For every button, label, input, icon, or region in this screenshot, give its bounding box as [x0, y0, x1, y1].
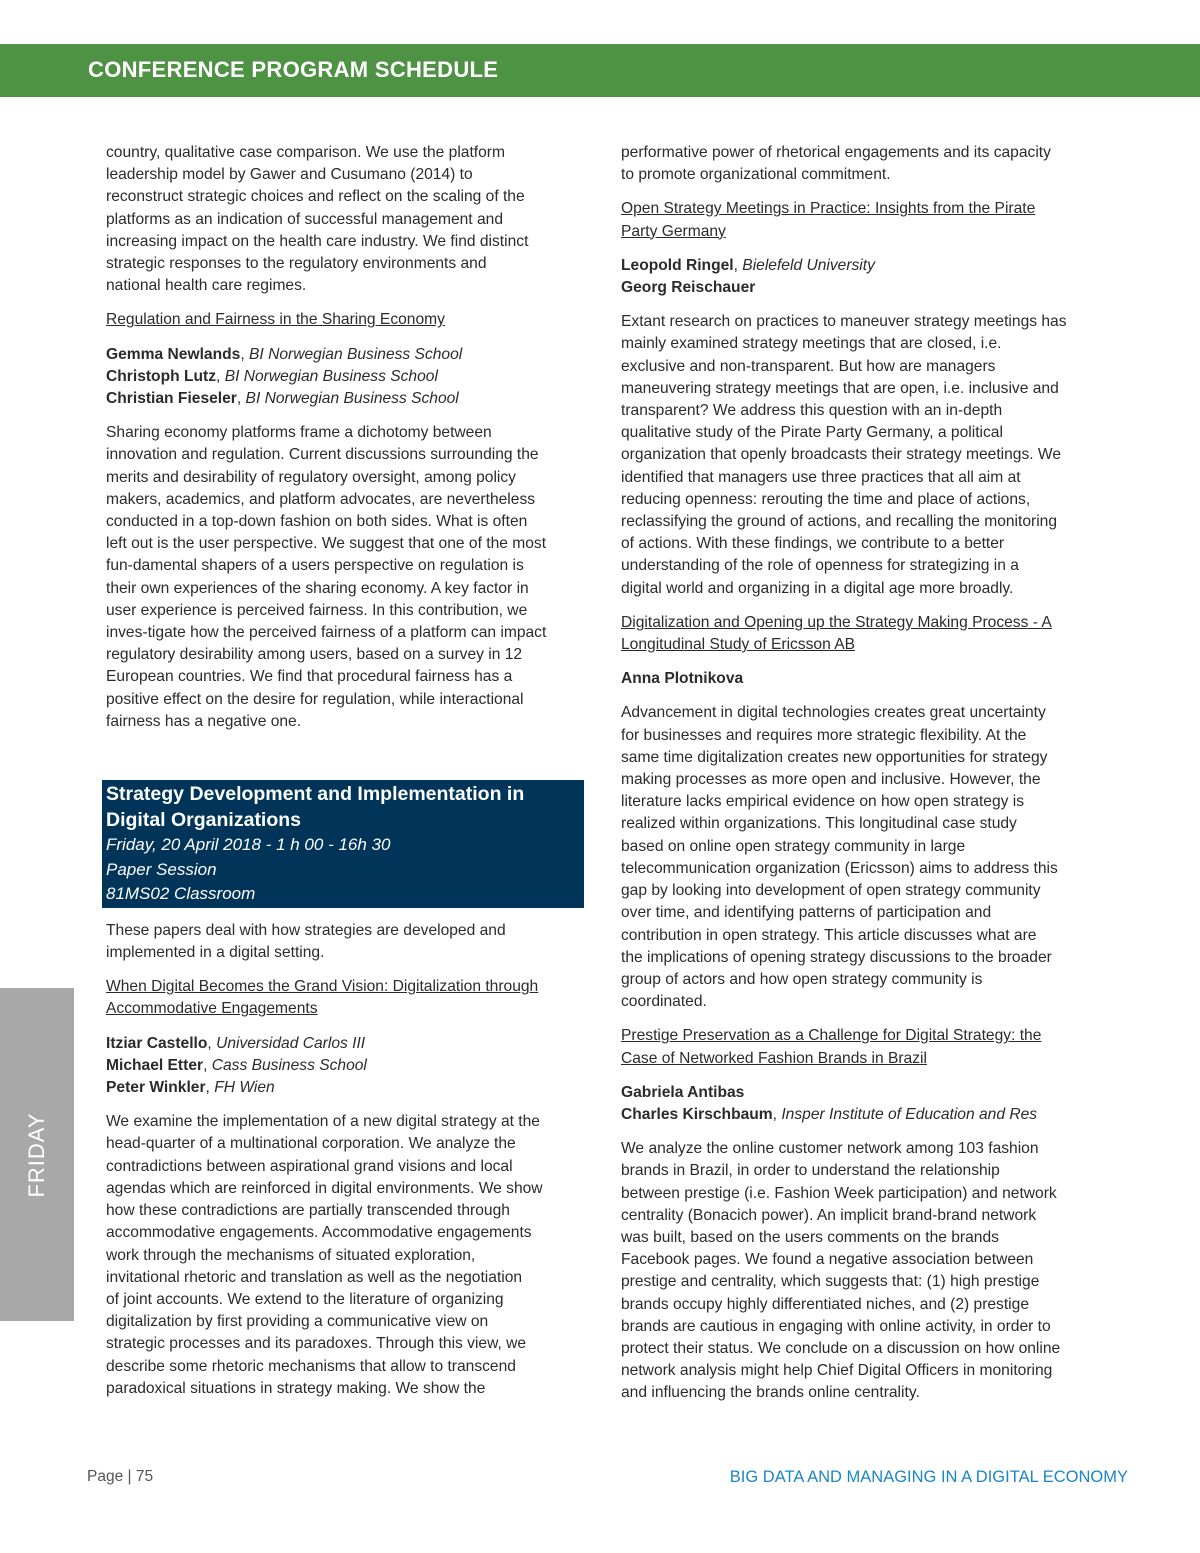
day-label: FRIDAY — [24, 1111, 49, 1198]
author-name: Gabriela Antibas — [621, 1083, 745, 1101]
author-name: Michael Etter — [106, 1056, 204, 1074]
author-name: Leopold Ringel — [621, 256, 734, 274]
paper-abstract: We examine the implementation of a new digital strategy at the head-quarter of a multinational corporation. We analyze the contradictions between aspirational grand visions and local agendas which are reinforced in digital environments. We show how these contradictions are partially transcended through accommodative engagements. Accommodative engagements work through the mechanisms of situated exploration, invitational rhetoric and translation as well as the negotiation of joint accounts. We extend to the literature of organizing digitalization by first providing a communicative view on strategic processes and its paradoxes. Through this view, we describe some rhetoric mechanisms that allow to transcend paradoxical situations in strategy making. We show the — [106, 1113, 543, 1397]
author-list — [621, 255, 1101, 299]
author-affiliation: Cass Business School — [211, 1056, 367, 1074]
paper-abstract: Advancement in digital technologies creates great uncertainty for businesses and requires more strategic flexibility. At the same time digitalization creates new opportunities for strategy making processes as more open and inclusive. However, the literature lacks empirical evidence on how open strategy is realized within organizations. This longitudinal case study based on online open strategy community in large telecommunication organization (Ericsson) aims to address this gap by looking into development of open strategy community over time, and identifying patterns of participation and contribution in open strategy. This article discusses what are the implications of opening strategy discussions to the broader group of actors and how open strategy community is coordinated. — [621, 704, 1058, 1011]
author-name: Christian Fieseler — [106, 390, 237, 408]
paper-abstract: Sharing economy platforms frame a dichotomy between innovation and regulation. Current discussions surrounding the merits and desirability of regulatory oversight, among policy makers, academics, and platform advocates, are nevertheless conducted in a top-down fashion on both sides. What is often left out is the user perspective. We suggest that one of the most fun-damental shapers of a users perspective on regulation is their own experiences of the sharing economy. A key factor in user experience is perceived fairness. In this contribution, we inves-tigate how the perceived fairness of a platform can impact regulatory desirability among users, based on a survey in 12 European countries. We find that procedural fairness has a positive effect on the desire for regulation, while interactional fairness has a negative one. — [106, 424, 547, 730]
paper-title-link[interactable]: Regulation and Fairness in the Sharing Economy — [106, 311, 445, 329]
author-entry: Christian Fieseler, BI Norwegian Business School — [106, 390, 459, 408]
right-column — [621, 142, 1101, 1417]
author-entry — [621, 1082, 1101, 1104]
abstract-continued: performative power of rhetorical engagements and its capacity to promote organizational commitment. — [621, 144, 1051, 184]
author-name: Christoph Lutz — [106, 367, 217, 385]
session-banner — [102, 780, 584, 908]
left-column — [106, 142, 582, 1412]
author-entry: Leopold Ringel, Bielefeld University — [621, 256, 875, 274]
author-name: Georg Reischauer — [621, 279, 756, 297]
abstract-continued: country, qualitative case comparison. We use the platform leadership model by Gawer and Cusumano (2014) to reconstruct strategic choices and reflect on the scaling of the platforms as an indication of successful management and increasing impact on the health care industry. We find distinct strategic responses to the regulatory environments and national health care regimes. — [106, 144, 529, 295]
paper-title-link[interactable]: Digitalization and Opening up the Strategy Making Process - A Longitudinal Study of Ericsson AB — [621, 613, 1052, 654]
author-list — [106, 344, 582, 411]
author-name: Charles Kirschbaum — [621, 1105, 773, 1123]
paper-title-link[interactable]: Prestige Preservation as a Challenge for Digital Strategy: the Case of Networked Fashion Brands in Brazil — [621, 1027, 1042, 1067]
footer-tagline: BIG DATA AND MANAGING IN A DIGITAL ECONOMY — [729, 1468, 1128, 1486]
author-entry: Charles Kirschbaum, Insper Institute of Education and Res — [621, 1105, 1038, 1123]
paper-abstract: We analyze the online customer network among 103 fashion brands in Brazil, in order to understand the relationship between prestige (i.e. Fashion Week participation) and network centrality (Bonacich power). An implicit brand-brand network was built, based on the users comments on the brands Facebook pages. We found a negative association between prestige and centrality, which suggests that: (1) high prestige brands occupy highly differentiated niches, and (2) prestige brands are cautious in engaging with online activity, in order to protect their status. We conclude on a discussion on how online network analysis might help Chief Digital Officers in monitoring and influencing the brands online centrality. — [621, 1140, 1061, 1402]
paper-title-link[interactable]: When Digital Becomes the Grand Vision: Digitalization through Accommodative Engagements — [106, 978, 539, 1018]
author-name: Anna Plotnikova — [621, 670, 744, 688]
author-entry: Christoph Lutz, BI Norwegian Business School — [106, 367, 438, 385]
author-affiliation: BI Norwegian Business School — [245, 390, 459, 408]
author-affiliation: BI Norwegian Business School — [249, 345, 463, 363]
author-name: Peter Winkler — [106, 1079, 206, 1097]
page-number: Page | 75 — [87, 1468, 154, 1485]
author-entry — [621, 277, 1101, 299]
author-affiliation: BI Norwegian Business School — [224, 367, 438, 385]
page-title: CONFERENCE PROGRAM SCHEDULE — [88, 57, 499, 82]
author-list — [621, 1082, 1101, 1126]
session-room: 81MS02 Classroom — [106, 884, 256, 904]
author-entry: Peter Winkler, FH Wien — [106, 1079, 275, 1097]
session-date: Friday, 20 April 2018 - 1 h 00 - 16h 30 — [106, 835, 391, 855]
author-name: Itziar Castello — [106, 1034, 208, 1052]
paper-title-link[interactable]: Open Strategy Meetings in Practice: Insights from the Pirate Party Germany — [621, 200, 1036, 240]
author-affiliation: FH Wien — [214, 1079, 275, 1097]
author-affiliation: Universidad Carlos III — [216, 1034, 366, 1052]
author-affiliation: Insper Institute of Education and Res — [781, 1105, 1038, 1123]
session-type: Paper Session — [106, 859, 217, 879]
session-intro: These papers deal with how strategies are developed and implemented in a digital setting. — [106, 921, 506, 962]
paper-abstract: Extant research on practices to maneuver strategy meetings has mainly examined strategy meetings that are closed, i.e. exclusive and non-transparent. But how are managers maneuvering strategy meetings that are open, i.e. inclusive and transparent? We address this question with an in-depth qualitative study of the Pirate Party Germany, a political organization that openly broadcasts their strategy meetings. We identified that managers use three practices that all aim at reducing openness: rerouting the time and place of actions, reclassifying the ground of actions, and recalling the monitoring of actions. With these findings, we contribute to a better understanding of the role of openness for strategizing in a digital world and organizing in a digital age more broadly. — [621, 313, 1067, 597]
session-title: Strategy Development and Implementation in Digital Organizations — [106, 783, 525, 832]
author-entry: Michael Etter, Cass Business School — [106, 1056, 367, 1074]
day-side-tab — [0, 988, 74, 1321]
author-name: Gemma Newlands — [106, 345, 241, 363]
author-list — [106, 1033, 582, 1100]
page-header — [0, 44, 1200, 97]
author-list — [621, 668, 1101, 690]
author-entry: Itziar Castello, Universidad Carlos III — [106, 1034, 366, 1052]
author-affiliation: Bielefeld University — [742, 256, 875, 274]
author-entry: Gemma Newlands, BI Norwegian Business School — [106, 345, 463, 363]
author-entry — [621, 668, 1101, 690]
